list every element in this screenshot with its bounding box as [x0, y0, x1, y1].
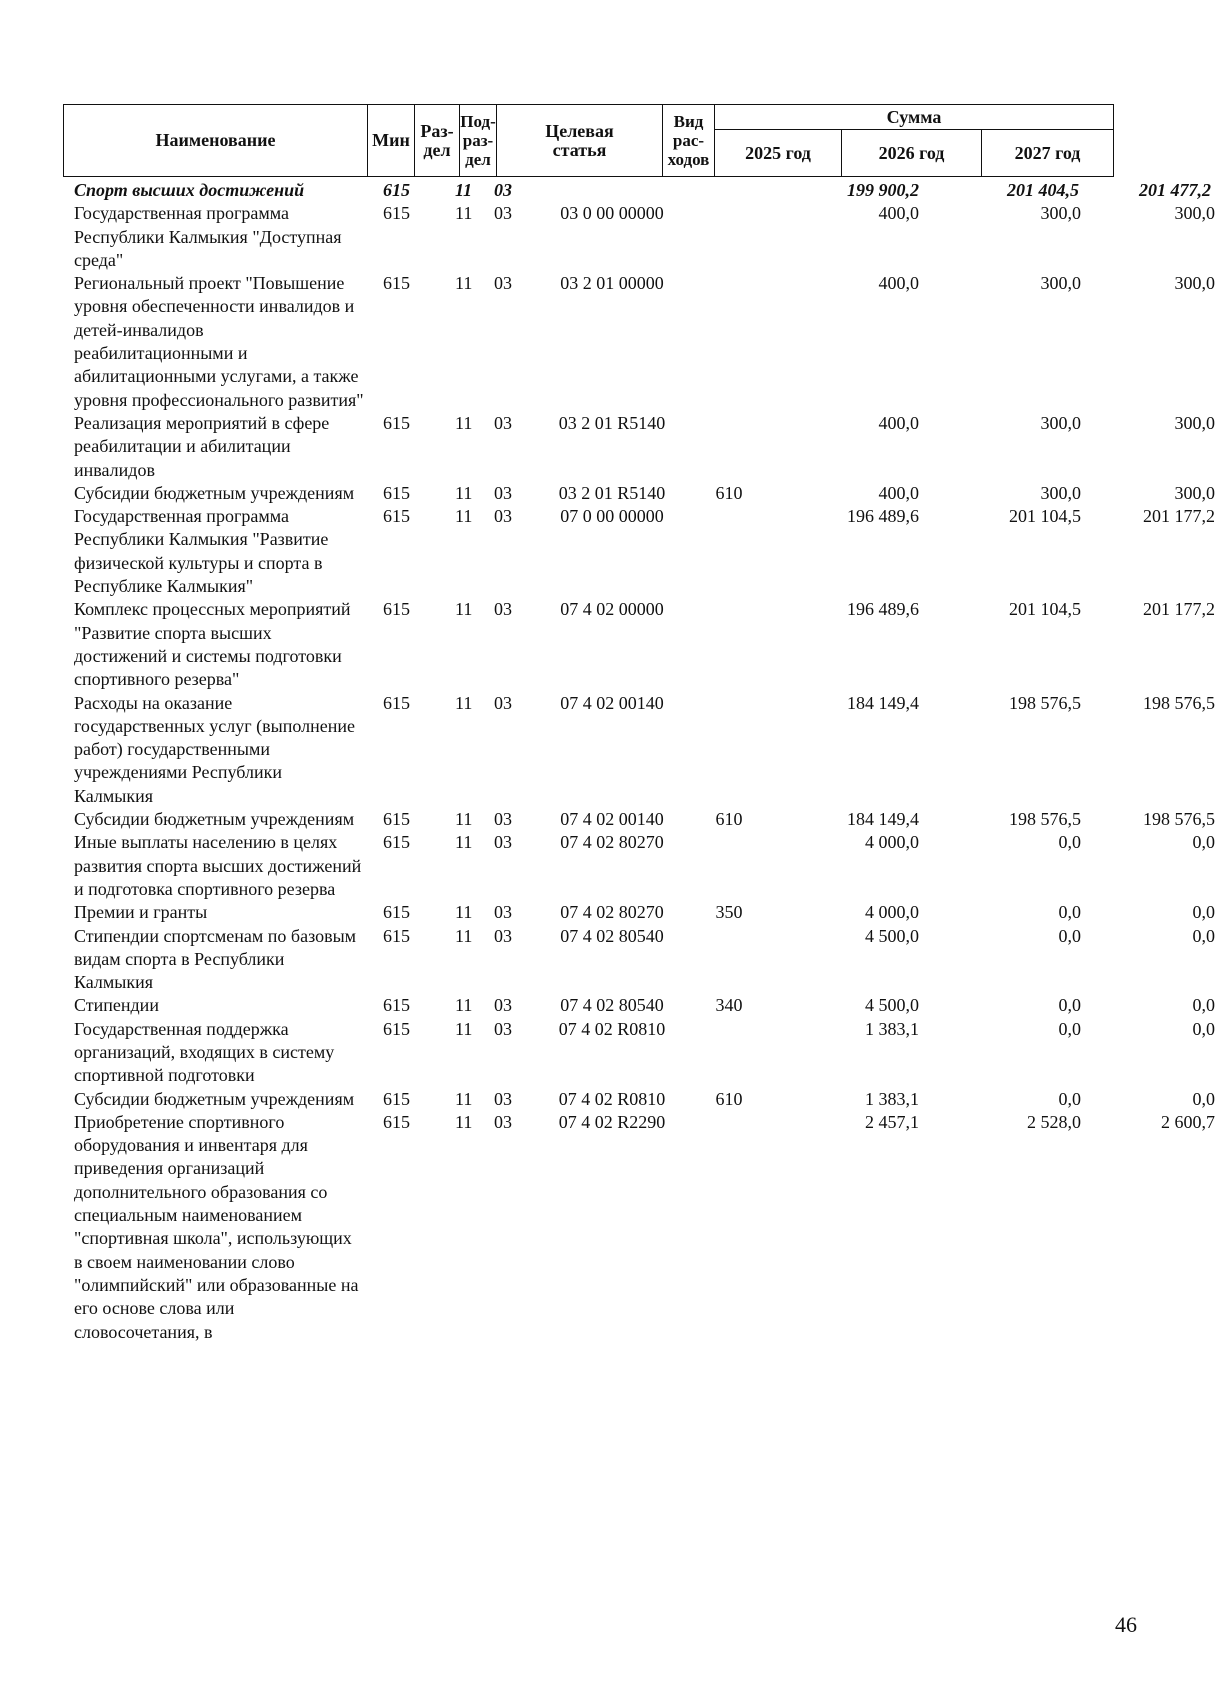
table-row	[63, 1018, 1215, 1088]
row-y2027: 0,0	[1192, 995, 1215, 1016]
table-row	[63, 1088, 1215, 1111]
row-y2026: 198 576,5	[1009, 809, 1081, 830]
table-row	[63, 272, 1215, 412]
row-y2027: 201 177,2	[1143, 506, 1215, 527]
row-min: 615	[383, 203, 410, 224]
row-vid: 350	[715, 902, 743, 923]
row-target: 07 4 02 80270	[560, 902, 664, 923]
row-min: 615	[383, 809, 410, 830]
row-vid: 610	[715, 482, 743, 503]
row-min: 615	[383, 832, 410, 853]
row-y2026: 300,0	[1040, 482, 1081, 503]
table-row	[63, 482, 1215, 505]
header-name: Наименование	[64, 105, 368, 177]
row-podrazdel: 03	[494, 1088, 512, 1109]
header-min: Мин	[368, 105, 415, 177]
row-razdel: 11	[455, 832, 473, 853]
row-name: Субсидии бюджетным учреждениям	[74, 482, 355, 503]
row-target: 07 4 02 00140	[560, 692, 664, 713]
row-min: 615	[383, 925, 410, 946]
row-y2025: 400,0	[878, 203, 919, 224]
row-y2025: 184 149,4	[847, 692, 919, 713]
row-y2025: 196 489,6	[847, 599, 919, 620]
row-target: 07 4 02 80270	[560, 832, 664, 853]
row-razdel: 11	[455, 1088, 473, 1109]
row-vid: 610	[715, 1088, 743, 1109]
row-y2026: 0,0	[1058, 995, 1081, 1016]
row-razdel: 11	[455, 482, 473, 503]
row-min: 615	[383, 692, 410, 713]
table-row	[63, 598, 1215, 691]
row-y2026: 300,0	[1040, 273, 1081, 294]
row-y2026: 0,0	[1058, 1088, 1081, 1109]
table-row	[63, 808, 1215, 831]
row-y2027: 300,0	[1174, 412, 1215, 433]
row-target: 07 4 02 R0810	[558, 1018, 666, 1039]
row-razdel: 11	[455, 506, 473, 527]
row-min: 615	[383, 506, 410, 527]
row-target: 03 2 01 00000	[560, 273, 664, 294]
row-min: 615	[383, 412, 410, 433]
row-target: 03 2 01 R5140	[558, 412, 666, 433]
row-razdel: 11	[455, 809, 473, 830]
row-podrazdel: 03	[494, 180, 512, 200]
row-y2025: 1 383,1	[865, 1088, 919, 1109]
row-vid: 610	[715, 809, 743, 830]
page-number: 46	[1115, 1612, 1137, 1637]
row-name: Премии и гранты	[74, 902, 208, 923]
row-razdel: 11	[455, 599, 473, 620]
table-row	[63, 179, 1211, 202]
row-razdel: 11	[455, 925, 473, 946]
row-y2027: 2 600,7	[1161, 1111, 1215, 1132]
row-podrazdel: 03	[494, 1018, 512, 1039]
row-y2025: 4 500,0	[865, 925, 919, 946]
row-y2026: 201 404,5	[1007, 180, 1079, 200]
row-razdel: 11	[455, 902, 473, 923]
row-min: 615	[383, 273, 410, 294]
row-min: 615	[383, 902, 410, 923]
row-name: Государственная программа Республики Калмыкия "Развитие физической культуры и спорта в Республике Калмыкия"	[74, 506, 329, 597]
row-y2027: 300,0	[1174, 273, 1215, 294]
row-y2025: 2 457,1	[865, 1111, 919, 1132]
header-target: Целевая статья	[497, 105, 663, 177]
row-name: Субсидии бюджетным учреждениям	[74, 809, 355, 830]
row-razdel: 11	[455, 1018, 473, 1039]
row-y2027: 300,0	[1174, 482, 1215, 503]
row-y2025: 400,0	[878, 412, 919, 433]
row-y2027: 0,0	[1192, 925, 1215, 946]
row-y2027: 201 177,2	[1143, 599, 1215, 620]
header-summa: Сумма	[715, 105, 1114, 130]
row-y2027: 198 576,5	[1143, 692, 1215, 713]
row-podrazdel: 03	[494, 995, 512, 1016]
row-y2027: 0,0	[1192, 832, 1215, 853]
row-target: 07 4 02 00140	[560, 809, 664, 830]
row-name: Региональный проект "Повышение уровня обеспеченности инвалидов и детей-инвалидов реабилитационными и абилитационными услугами, а также уровня профессионального развития"	[74, 273, 364, 410]
row-name: Государственная программа Республики Калмыкия "Доступная среда"	[74, 203, 342, 270]
header-podrazdel: Под- раз- дел	[460, 105, 497, 177]
row-podrazdel: 03	[494, 1111, 512, 1132]
table-header	[63, 104, 1114, 177]
row-vid: 340	[715, 995, 743, 1016]
row-y2025: 4 000,0	[865, 902, 919, 923]
row-y2027: 300,0	[1174, 203, 1215, 224]
row-y2027: 0,0	[1192, 1018, 1215, 1039]
row-razdel: 11	[455, 995, 473, 1016]
row-razdel: 11	[455, 692, 473, 713]
row-name: Стипендии спортсменам по базовым видам спорта в Республики Калмыкия	[74, 925, 357, 993]
row-name: Спорт высших достижений	[74, 180, 305, 200]
table-row	[63, 692, 1215, 808]
row-target: 03 0 00 00000	[560, 203, 664, 224]
table-row	[63, 412, 1215, 482]
row-target: 03 2 01 R5140	[558, 482, 666, 503]
table-row	[63, 505, 1215, 598]
row-razdel: 11	[455, 203, 473, 224]
row-podrazdel: 03	[494, 692, 512, 713]
row-y2026: 0,0	[1058, 902, 1081, 923]
table-row	[63, 1111, 1215, 1344]
row-target: 07 4 02 80540	[560, 925, 664, 946]
header-year-2026: 2026 год	[842, 130, 982, 177]
row-podrazdel: 03	[494, 832, 512, 853]
row-razdel: 11	[455, 180, 473, 200]
row-y2027: 0,0	[1192, 902, 1215, 923]
row-name: Стипендии	[74, 995, 159, 1016]
row-min: 615	[383, 482, 410, 503]
row-target: 07 0 00 00000	[560, 506, 664, 527]
row-target: 07 4 02 R2290	[558, 1111, 666, 1132]
table-row	[63, 925, 1215, 995]
row-name: Субсидии бюджетным учреждениям	[74, 1088, 355, 1109]
row-podrazdel: 03	[494, 902, 512, 923]
table-row	[63, 994, 1215, 1017]
row-y2026: 0,0	[1058, 925, 1081, 946]
row-razdel: 11	[455, 1111, 473, 1132]
row-y2027: 0,0	[1192, 1088, 1215, 1109]
row-name: Государственная поддержка организаций, входящих в систему спортивной подготовки	[74, 1018, 335, 1086]
row-min: 615	[383, 1018, 410, 1039]
row-podrazdel: 03	[494, 412, 512, 433]
row-y2026: 0,0	[1058, 1018, 1081, 1039]
row-min: 615	[383, 1111, 410, 1132]
row-podrazdel: 03	[494, 599, 512, 620]
row-podrazdel: 03	[494, 273, 512, 294]
row-y2025: 1 383,1	[865, 1018, 919, 1039]
row-y2026: 2 528,0	[1027, 1111, 1081, 1132]
table-body	[63, 179, 1215, 1344]
row-razdel: 11	[455, 412, 473, 433]
header-razdel: Раз- дел	[415, 105, 460, 177]
row-podrazdel: 03	[494, 809, 512, 830]
row-y2025: 400,0	[878, 482, 919, 503]
row-y2027: 198 576,5	[1143, 809, 1215, 830]
header-year-2027: 2027 год	[982, 130, 1114, 177]
row-target: 07 4 02 80540	[560, 995, 664, 1016]
row-podrazdel: 03	[494, 925, 512, 946]
row-name: Реализация мероприятий в сфере реабилитации и абилитации инвалидов	[74, 412, 330, 480]
row-y2025: 199 900,2	[847, 180, 919, 200]
row-y2026: 201 104,5	[1009, 506, 1081, 527]
row-y2026: 0,0	[1058, 832, 1081, 853]
row-min: 615	[383, 599, 410, 620]
row-y2026: 300,0	[1040, 412, 1081, 433]
table-row	[63, 202, 1215, 272]
row-name: Расходы на оказание государственных услуг (выполнение работ) государственными учреждениями Республики Калмыкия	[74, 692, 355, 806]
row-y2026: 300,0	[1040, 203, 1081, 224]
row-min: 615	[383, 1088, 410, 1109]
row-name: Иные выплаты населению в целях развития спорта высших достижений и подготовка спортивного резерва	[74, 832, 362, 899]
row-y2025: 4 500,0	[865, 995, 919, 1016]
table-row	[63, 831, 1215, 901]
header-year-2025: 2025 год	[715, 130, 842, 177]
row-podrazdel: 03	[494, 506, 512, 527]
table-row	[63, 901, 1215, 924]
row-podrazdel: 03	[494, 203, 512, 224]
row-y2025: 196 489,6	[847, 506, 919, 527]
row-y2025: 400,0	[878, 273, 919, 294]
row-target: 07 4 02 00000	[560, 599, 664, 620]
row-min: 615	[383, 180, 410, 200]
row-y2025: 184 149,4	[847, 809, 919, 830]
row-y2025: 4 000,0	[865, 832, 919, 853]
row-razdel: 11	[455, 273, 473, 294]
row-y2027: 201 477,2	[1139, 180, 1211, 200]
row-name: Комплекс процессных мероприятий "Развитие спорта высших достижений и системы подготовки спортивного резерва"	[74, 599, 351, 690]
row-name: Приобретение спортивного оборудования и инвентаря для приведения организаций дополнительного образования со специальным наименованием "спортивная школа", использующих в своем наименовании слово "олимпийский" или образованные на его основе слова или словосочетания, в	[74, 1111, 359, 1342]
row-y2026: 201 104,5	[1009, 599, 1081, 620]
row-y2026: 198 576,5	[1009, 692, 1081, 713]
row-target: 07 4 02 R0810	[558, 1088, 666, 1109]
row-min: 615	[383, 995, 410, 1016]
header-vid: Вид рас- ходов	[663, 105, 715, 177]
row-podrazdel: 03	[494, 482, 512, 503]
